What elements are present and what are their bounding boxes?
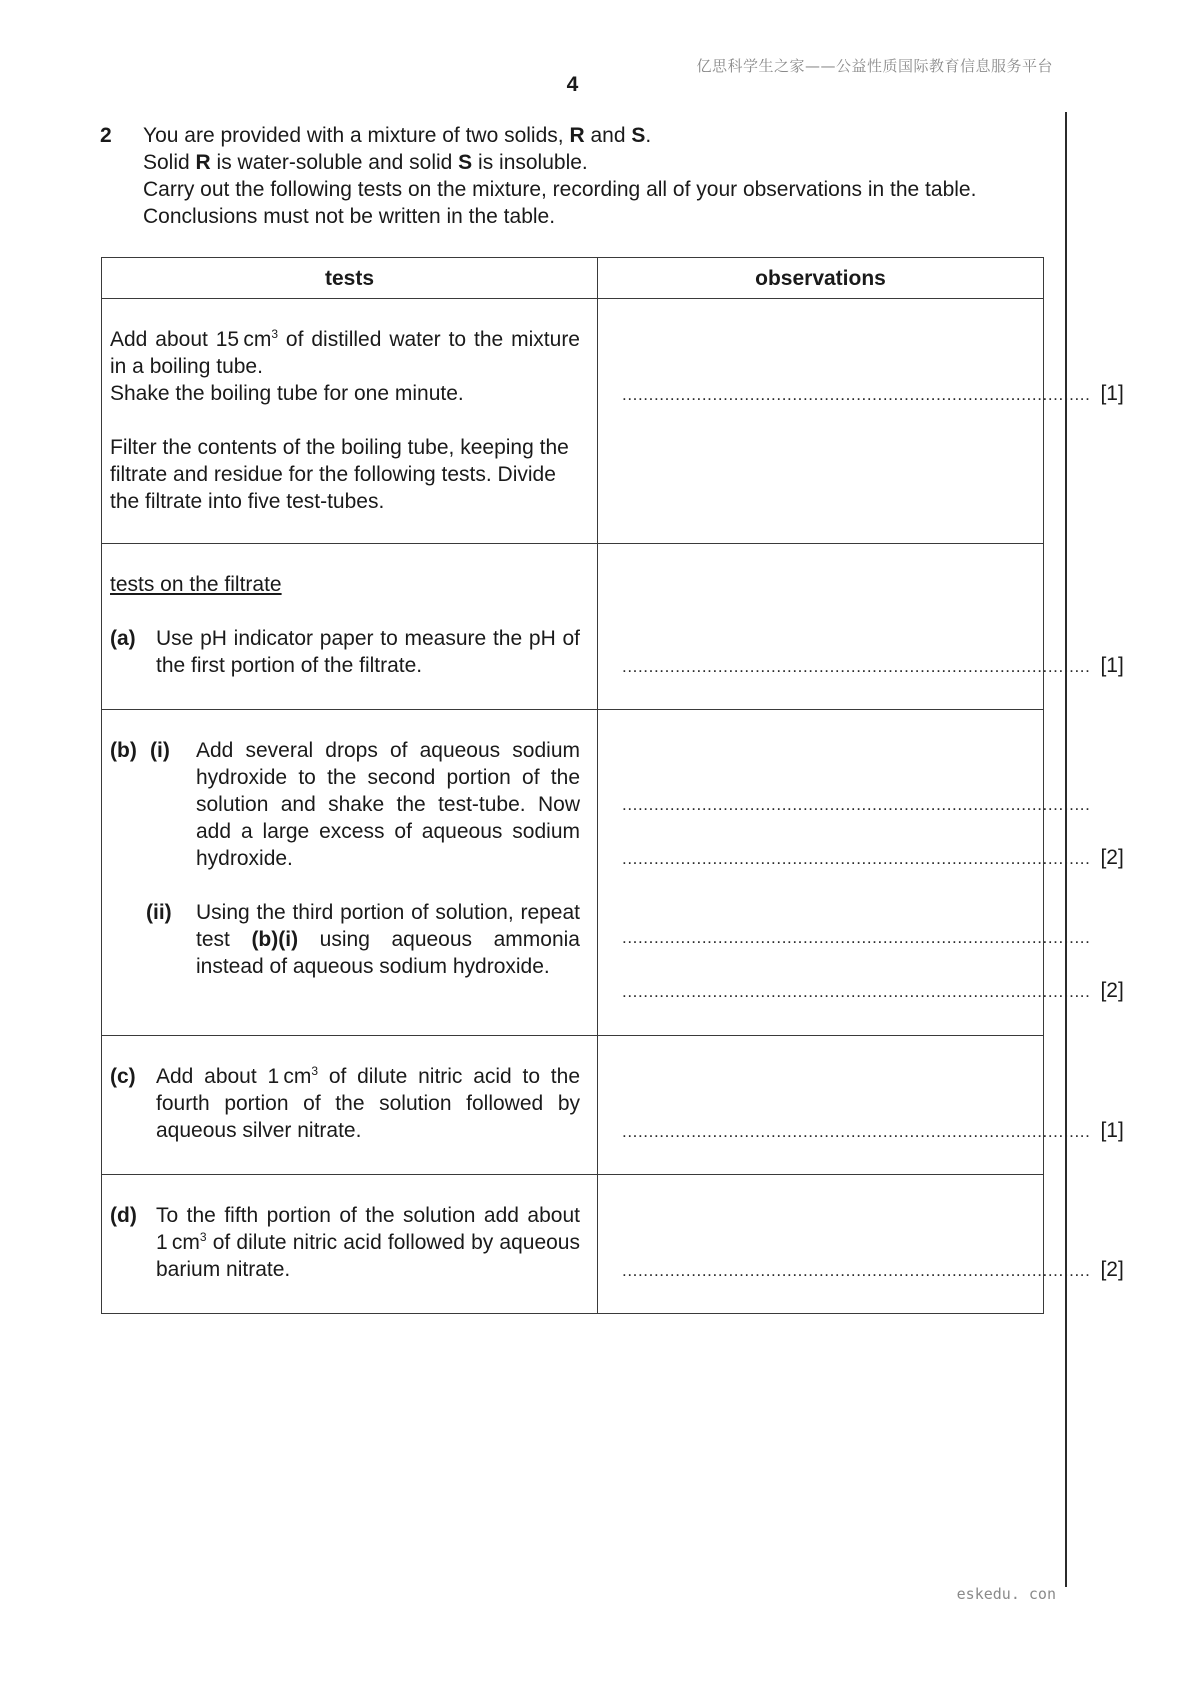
text-span: is insoluble. (472, 151, 588, 174)
observation-cell (598, 710, 1124, 1036)
dotted-line: ........................................................................................ (622, 982, 1091, 1001)
dotted-line: ........................................................................................ (622, 928, 1091, 947)
text-span: of dilute nitric acid followed by aqueous barium nitrate. (156, 1231, 580, 1281)
subitem-label: (ii) (146, 901, 172, 924)
item-label: (b) (110, 739, 137, 762)
superscript: 3 (199, 1230, 207, 1244)
text-span: Solid (143, 151, 196, 174)
test-reference: (b)(i) (251, 928, 299, 951)
text-span: Add about 1 cm (156, 1065, 312, 1088)
test-item-b-i (110, 737, 580, 872)
dotted-line: ........................................................................................ (622, 795, 1091, 814)
answer-line[interactable] (622, 844, 1124, 871)
solid-r-label: R (569, 124, 585, 147)
mark-allocation: [1] (1100, 382, 1124, 405)
text-span: using aqueous ammonia instead of aqueous sodium hydroxide. (196, 928, 580, 978)
text-span: To the fifth portion of the solution add about 1 cm (156, 1204, 580, 1254)
text-span: Using the third portion of solution, repeat test (196, 901, 580, 951)
table-header-row (102, 258, 1044, 299)
test-cell-barium-nitrate (102, 1175, 598, 1314)
observation-cell (598, 1175, 1124, 1314)
test-cell-silver-nitrate (102, 1036, 598, 1175)
question-number: 2 (100, 124, 112, 147)
test-text: Use pH indicator paper to measure the pH of the first portion of the filtrate. (156, 627, 580, 677)
answer-line[interactable] (622, 924, 1091, 951)
subitem-label: (i) (150, 739, 170, 762)
test-item-d (110, 1202, 580, 1283)
mark-allocation: [2] (1100, 1258, 1124, 1281)
text-span: Add about 15 cm (110, 328, 272, 351)
answer-line[interactable] (622, 977, 1124, 1004)
table-row (102, 1175, 1044, 1314)
mark-allocation: [2] (1100, 846, 1124, 869)
text-span: . (645, 124, 652, 147)
table-row (102, 544, 1044, 710)
table-row (102, 710, 1044, 1036)
text-span: of dilute nitric acid to the fourth portion of the solution followed by aqueous silver nitrate. (156, 1065, 580, 1142)
test-item-c (110, 1063, 580, 1144)
answer-line[interactable] (622, 791, 1091, 818)
text-span: You are provided with a mixture of two solids, (143, 124, 570, 147)
dotted-line: ........................................................................................ (622, 1261, 1091, 1280)
solid-s-label: S (631, 124, 646, 147)
text-span: and (584, 124, 632, 147)
observation-cell (598, 299, 1124, 544)
answer-line[interactable] (622, 652, 1124, 679)
intro-line-2 (143, 149, 1050, 176)
superscript: 3 (311, 1064, 319, 1078)
intro-line-1 (143, 122, 1050, 149)
answer-line[interactable] (622, 1256, 1124, 1283)
item-label: (c) (110, 1065, 136, 1088)
footer-watermark: eskedu. con (956, 1585, 1056, 1603)
section-heading: tests on the filtrate (110, 573, 282, 596)
header-tests: tests (102, 258, 598, 299)
mark-allocation: [1] (1100, 1119, 1124, 1142)
answer-line[interactable] (622, 1117, 1124, 1144)
answer-line[interactable] (622, 380, 1124, 407)
item-label: (a) (110, 627, 136, 650)
mark-allocation: [2] (1100, 979, 1124, 1002)
intro-line-3: Carry out the following tests on the mixture, recording all of your observations in the table. (143, 178, 977, 201)
test-item-b-ii (110, 899, 580, 980)
table-row (102, 299, 1044, 544)
header-observations: observations (598, 258, 1044, 299)
dotted-line: ........................................................................................ (622, 1122, 1091, 1141)
text-span: of distilled water to the mixture in a boiling tube. (110, 328, 580, 378)
dotted-line: ........................................................................................ (622, 385, 1091, 404)
observation-cell (598, 544, 1124, 710)
intro-line-4: Conclusions must not be written in the table. (143, 205, 556, 228)
mark-allocation: [1] (1100, 654, 1124, 677)
question-body (143, 122, 1050, 230)
table-row (102, 1036, 1044, 1175)
item-label: (d) (110, 1204, 137, 1227)
header-watermark: 亿思科学生之家——公益性质国际教育信息服务平台 (696, 57, 1053, 75)
test-item-a (110, 625, 580, 679)
test-text: Shake the boiling tube for one minute. (110, 382, 464, 405)
test-text: Filter the contents of the boiling tube, keeping the filtrate and residue for the following tests. Divide the filtrate into five test-tubes. (110, 436, 569, 513)
observation-cell (598, 1036, 1124, 1175)
superscript: 3 (271, 327, 279, 341)
solid-s-label: S (458, 151, 473, 174)
page-number: 4 (566, 73, 579, 96)
dotted-line: ........................................................................................ (622, 849, 1091, 868)
test-text: Add several drops of aqueous sodium hydroxide to the second portion of the solution and shake the test-tube. Now add a large excess of aqueous sodium hydroxide. (196, 739, 580, 870)
question-intro (100, 122, 1050, 230)
solid-r-label: R (195, 151, 211, 174)
dotted-line: ........................................................................................ (622, 657, 1091, 676)
test-cell-dissolve (102, 299, 598, 544)
test-cell-naoh (102, 710, 598, 1036)
test-text (110, 326, 580, 380)
tests-table (101, 257, 1124, 1314)
text-span: is water-soluble and solid (210, 151, 459, 174)
test-cell-ph (102, 544, 598, 710)
